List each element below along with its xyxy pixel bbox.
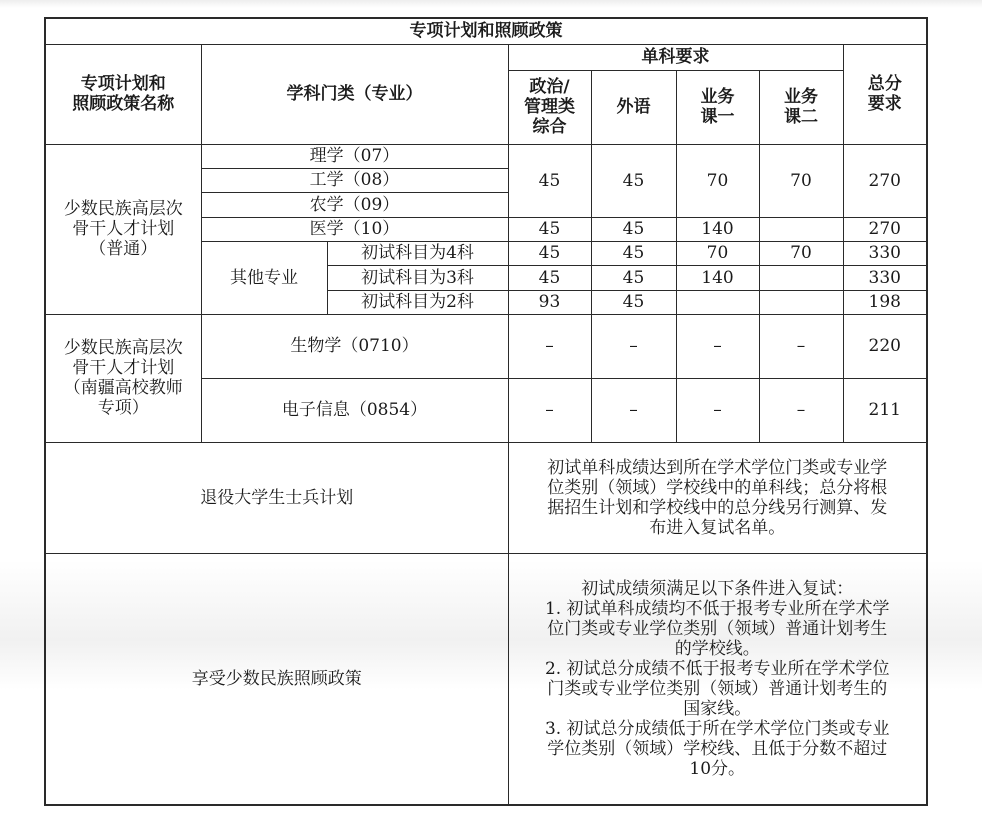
veteran-plan-name: 退役大学生士兵计划 <box>45 442 508 553</box>
table-title-row <box>45 18 927 44</box>
header-course1: 业务 课一 <box>676 70 759 144</box>
table-row <box>45 144 927 168</box>
plan1-name: 少数民族高层次 骨干人才计划 （普通） <box>45 144 201 314</box>
cell-total: 330 <box>843 265 927 290</box>
header-single-subject: 单科要求 <box>508 44 843 70</box>
other-majors-label: 其他专业 <box>201 241 327 314</box>
cell-total: 220 <box>843 314 927 378</box>
cell-politics: 45 <box>508 241 591 265</box>
cell-course2: 70 <box>759 241 843 265</box>
cell-total: 198 <box>843 290 927 314</box>
category-agriculture: 农学（09） <box>201 192 508 217</box>
header-row-1 <box>45 44 927 70</box>
category-medicine: 医学（10） <box>201 217 508 241</box>
header-politics: 政治/ 管理类 综合 <box>508 70 591 144</box>
policy-table <box>44 17 928 806</box>
table-row <box>45 314 927 378</box>
minority-policy-name: 享受少数民族照顾政策 <box>45 553 508 805</box>
header-subject-category: 学科门类（专业） <box>201 44 508 144</box>
table-row <box>45 442 927 553</box>
cell-foreign: 45 <box>591 265 676 290</box>
cell-course2 <box>759 217 843 241</box>
cell-foreign: – <box>591 314 676 378</box>
exam-4-subjects: 初试科目为4科 <box>327 241 508 265</box>
cell-course2 <box>759 290 843 314</box>
cell-course1: 140 <box>676 265 759 290</box>
table-row <box>45 553 927 805</box>
cell-politics: 93 <box>508 290 591 314</box>
cell-total: 211 <box>843 378 927 442</box>
cell-politics: 45 <box>508 144 591 217</box>
cell-course2: 70 <box>759 144 843 217</box>
table-title: 专项计划和照顾政策 <box>45 18 927 44</box>
cell-politics: 45 <box>508 217 591 241</box>
cell-course2 <box>759 265 843 290</box>
category-electronic-info: 电子信息（0854） <box>201 378 508 442</box>
header-foreign-language: 外语 <box>591 70 676 144</box>
cell-course1 <box>676 290 759 314</box>
category-engineering: 工学（08） <box>201 168 508 192</box>
header-plan-name: 专项计划和 照顾政策名称 <box>45 44 201 144</box>
cell-foreign: 45 <box>591 144 676 217</box>
header-course2: 业务 课二 <box>759 70 843 144</box>
header-total: 总分 要求 <box>843 44 927 144</box>
cell-politics: – <box>508 314 591 378</box>
cell-politics: – <box>508 378 591 442</box>
cell-total: 330 <box>843 241 927 265</box>
cell-foreign: 45 <box>591 290 676 314</box>
cell-foreign: 45 <box>591 217 676 241</box>
category-science: 理学（07） <box>201 144 508 168</box>
cell-course1: 70 <box>676 144 759 217</box>
cell-total: 270 <box>843 144 927 217</box>
cell-course1: 140 <box>676 217 759 241</box>
cell-course1: – <box>676 314 759 378</box>
cell-total: 270 <box>843 217 927 241</box>
minority-policy-desc: 初试成绩须满足以下条件进入复试： 1. 初试单科成绩均不低于报考专业所在学术学 位门类或专业学位类别（领域）普通计划考生 的学校线。 2. 初试总分成绩不低于报考专业所在学术学位 门类或专业学位类别（领域）普通计划考生的 国家线。 3. 初试总分成绩低于所在学术学位门类或专业 学位类别（领域）学校线、且低于分数不超过 10分。 <box>508 553 927 805</box>
plan2-name: 少数民族高层次 骨干人才计划 （南疆高校教师 专项） <box>45 314 201 442</box>
cell-foreign: – <box>591 378 676 442</box>
cell-politics: 45 <box>508 265 591 290</box>
cell-course1: – <box>676 378 759 442</box>
cell-foreign: 45 <box>591 241 676 265</box>
cell-course2: – <box>759 314 843 378</box>
cell-course1: 70 <box>676 241 759 265</box>
veteran-plan-desc: 初试单科成绩达到所在学术学位门类或专业学 位类别（领域）学校线中的单科线；总分将根 据招生计划和学校线中的总分线另行测算、发 布进入复试名单。 <box>508 442 927 553</box>
exam-3-subjects: 初试科目为3科 <box>327 265 508 290</box>
exam-2-subjects: 初试科目为2科 <box>327 290 508 314</box>
cell-course2: – <box>759 378 843 442</box>
category-biology: 生物学（0710） <box>201 314 508 378</box>
